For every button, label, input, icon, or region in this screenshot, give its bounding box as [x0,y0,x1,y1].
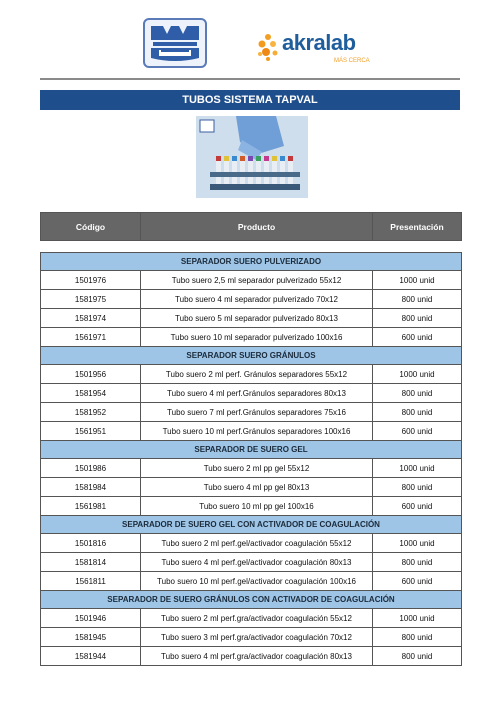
product-name-cell: Tubo suero 2 ml perf. Gránulos separadores 55x12 [141,365,373,384]
table-row [41,384,462,403]
presentation-cell: 600 unid [373,328,462,347]
presentation-cell: 1000 unid [373,609,462,628]
table-row [41,534,462,553]
tube-rack-image-icon [196,116,308,198]
section-title: SEPARADOR DE SUERO GEL CON ACTIVADOR DE COAGULACIÓN [41,516,462,534]
product-code-cell: 1581945 [41,628,141,647]
product-name-cell: Tubo suero 2 ml pp gel 55x12 [141,459,373,478]
quilsa-logo [143,18,207,68]
presentation-cell: 1000 unid [373,271,462,290]
product-name-cell: Tubo suero 2 ml perf.gra/activador coagulación 55x12 [141,609,373,628]
section-header-row [41,591,462,609]
section-title: SEPARADOR DE SUERO GEL [41,441,462,459]
product-name-cell: Tubo suero 3 ml perf.gra/activador coagulación 70x12 [141,628,373,647]
table-row [41,271,462,290]
table-row [41,478,462,497]
product-code-cell: 1501956 [41,365,141,384]
quilsa-emblem-icon [145,20,205,66]
section-header-row [41,347,462,365]
presentation-cell: 800 unid [373,628,462,647]
product-code-cell: 1581954 [41,384,141,403]
product-name-cell: Tubo suero 4 ml perf.gra/activador coagulación 80x13 [141,647,373,666]
table-row [41,497,462,516]
product-name-cell: Tubo suero 2,5 ml separador pulverizado 55x12 [141,271,373,290]
section-title: SEPARADOR SUERO PULVERIZADO [41,253,462,271]
table-row [41,609,462,628]
product-name-cell: Tubo suero 10 ml perf.Gránulos separadores 100x16 [141,422,373,441]
section-title: SEPARADOR DE SUERO GRÁNULOS CON ACTIVADOR DE COAGULACIÓN [41,591,462,609]
product-code-cell: 1581974 [41,309,141,328]
product-code-cell: 1561981 [41,497,141,516]
product-code-cell: 1561971 [41,328,141,347]
table-body [41,241,462,666]
product-name-cell: Tubo suero 4 ml perf.gel/activador coagulación 80x13 [141,553,373,572]
product-name-cell: Tubo suero 2 ml perf.gel/activador coagulación 55x12 [141,534,373,553]
presentation-cell: 800 unid [373,553,462,572]
table-row [41,365,462,384]
section-header-row [41,516,462,534]
presentation-cell: 800 unid [373,403,462,422]
product-code-cell: 1581975 [41,290,141,309]
akralab-wordmark: akralab [282,30,356,55]
section-header-row [41,441,462,459]
presentation-cell: 800 unid [373,290,462,309]
table-row [41,309,462,328]
product-name-cell: Tubo suero 10 ml separador pulverizado 100x16 [141,328,373,347]
product-code-cell: 1501946 [41,609,141,628]
product-code-cell: 1501986 [41,459,141,478]
table-row [41,403,462,422]
table-header-row [41,213,462,241]
table-spacer-row [41,241,462,253]
presentation-cell: 800 unid [373,384,462,403]
product-photo [196,116,308,198]
product-name-cell: Tubo suero 7 ml perf.Gránulos separadores 75x16 [141,403,373,422]
product-code-cell: 1561951 [41,422,141,441]
table-row [41,290,462,309]
product-code-cell: 1501816 [41,534,141,553]
product-code-cell: 1581952 [41,403,141,422]
presentation-cell: 600 unid [373,497,462,516]
header-logos [0,0,500,80]
section-header-row [41,253,462,271]
akralab-logo [256,28,386,68]
column-header: Producto [141,213,373,241]
akralab-tagline: MÁS CERCA [334,58,370,64]
presentation-cell: 600 unid [373,422,462,441]
spacer-cell [41,241,462,253]
table-row [41,572,462,591]
product-name-cell: Tubo suero 5 ml separador pulverizado 80x13 [141,309,373,328]
product-name-cell: Tubo suero 10 ml perf.gel/activador coagulación 100x16 [141,572,373,591]
section-title: SEPARADOR SUERO GRÁNULOS [41,347,462,365]
product-code-cell: 1501976 [41,271,141,290]
header-divider [40,78,460,80]
table-row [41,553,462,572]
presentation-cell: 800 unid [373,309,462,328]
product-code-cell: 1581944 [41,647,141,666]
akralab-dots-icon [256,32,280,62]
product-name-cell: Tubo suero 10 ml pp gel 100x16 [141,497,373,516]
product-code-cell: 1561811 [41,572,141,591]
column-header: Presentación [373,213,462,241]
product-code-cell: 1581814 [41,553,141,572]
table-row [41,422,462,441]
product-name-cell: Tubo suero 4 ml perf.Gránulos separadores 80x13 [141,384,373,403]
presentation-cell: 800 unid [373,647,462,666]
product-name-cell: Tubo suero 4 ml separador pulverizado 70x12 [141,290,373,309]
presentation-cell: 1000 unid [373,365,462,384]
table-row [41,647,462,666]
presentation-cell: 1000 unid [373,459,462,478]
product-code-cell: 1581984 [41,478,141,497]
column-header: Código [41,213,141,241]
table-row [41,328,462,347]
product-name-cell: Tubo suero 4 ml pp gel 80x13 [141,478,373,497]
presentation-cell: 600 unid [373,572,462,591]
presentation-cell: 800 unid [373,478,462,497]
table-row [41,459,462,478]
table-row [41,628,462,647]
page-title: TUBOS SISTEMA TAPVAL [40,90,460,110]
products-table [40,212,462,666]
presentation-cell: 1000 unid [373,534,462,553]
page-footer-space [0,700,500,710]
